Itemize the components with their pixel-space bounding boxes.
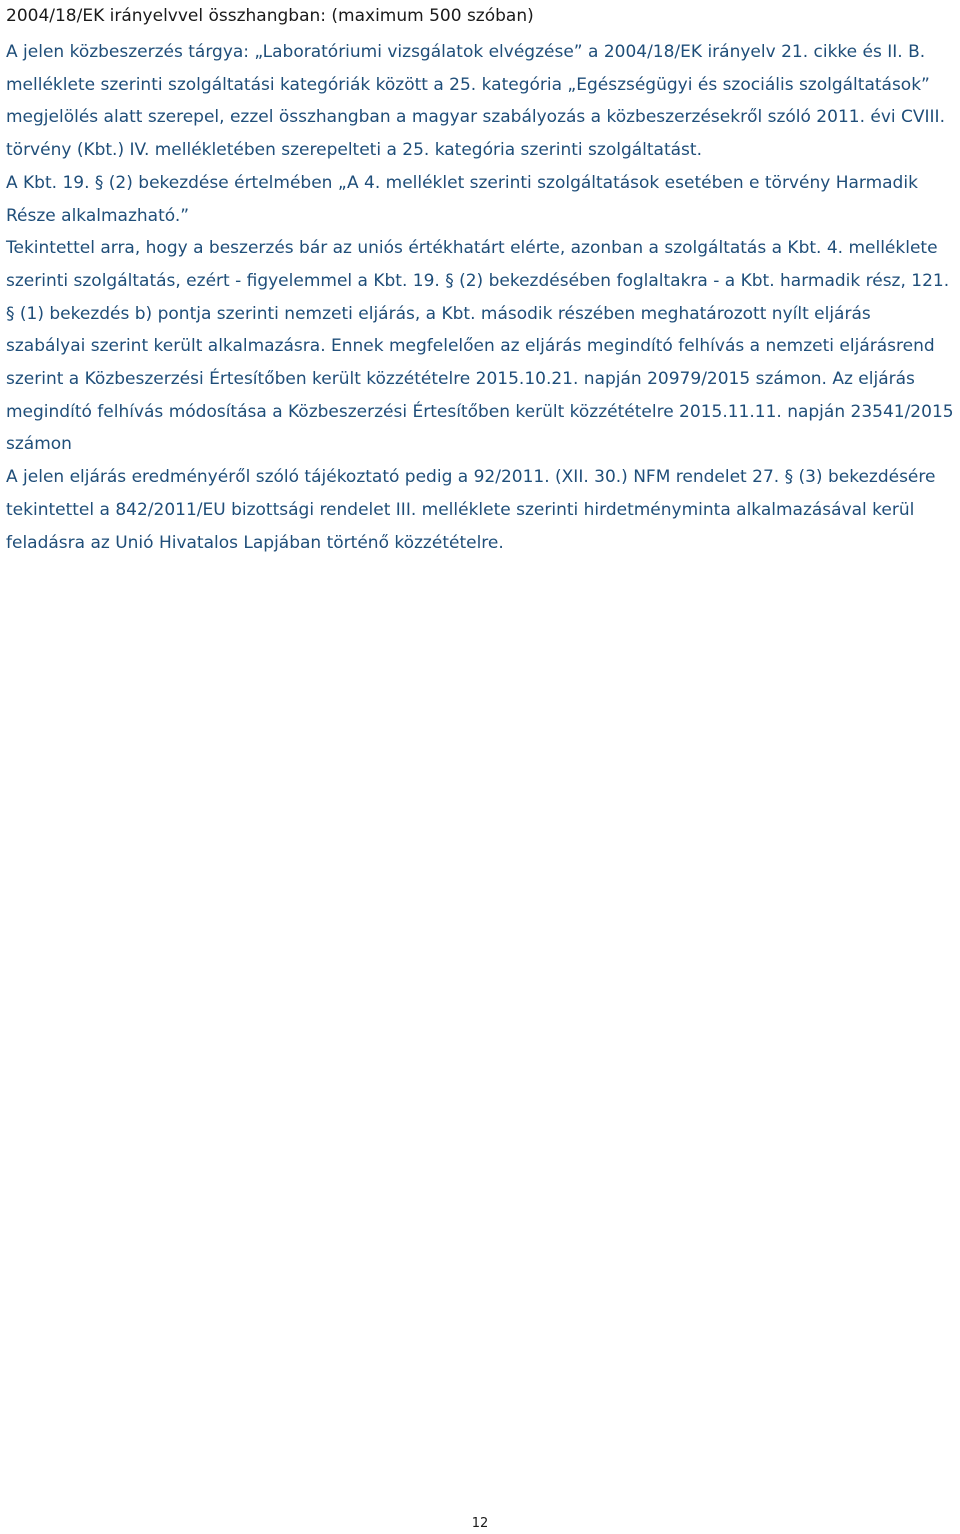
paragraph-kbt-19: A Kbt. 19. § (2) bekezdése értelmében „A 4. melléklet szerinti szolgáltatások esetében e törvény Harmadik Része alkalmazható.” — [6, 172, 918, 226]
paragraph-procedure: Tekintettel arra, hogy a beszerzés bár az uniós értékhatárt elérte, azonban a szolgáltatás a Kbt. 4. melléklete szerinti szolgáltatás, ezért - figyelemmel a Kbt. 19. § (2) bekezdésében foglaltakra - a Kbt. harmadik rész, 121. § (1) bekezdés b) pontja szerinti nemzeti eljárás, a Kbt. második részében meghatározott nyílt eljárás szabályai szerint került alkalmazásra. Ennek megfelelően az eljárás megindító felhívás a nemzeti eljárásrend szerint a Közbeszerzési Értesítőben került közzétételre 2015.10.21. napján 20979/2015 számon. Az eljárás megindító felhívás módosítása a Közbeszerzési Értesítőben került közzétételre 2015.11.11. napján 23541/2015 számon — [6, 238, 954, 455]
page-number: 12 — [471, 1516, 489, 1531]
section-heading: 2004/18/EK irányelvvel összhangban: (maximum 500 szóban) — [6, 6, 534, 26]
paragraph-subject: A jelen közbeszerzés tárgya: „Laboratóriumi vizsgálatok elvégzése” a 2004/18/EK irányelv 21. cikke és II. B. melléklete szerinti szolgáltatási kategóriák között a 25. kategória „Egészségügyi és szociális szolgáltatások” megjelölés alatt szerepel, ezzel összhangban a magyar szabályozás a közbeszerzésekről szóló 2011. évi CVIII. törvény (Kbt.) IV. mellékletében szerepelteti a 25. kategória szerinti szolgáltatást. — [6, 42, 945, 161]
document-body — [6, 4, 954, 559]
paragraph-notice: A jelen eljárás eredményéről szóló tájékoztató pedig a 92/2011. (XII. 30.) NFM rendelet 27. § (3) bekezdésére tekintettel a 842/2011/EU bizottsági rendelet III. melléklete szerinti hirdetményminta alkalmazásával kerül feladásra az Unió Hivatalos Lapjában történő közzétételre. — [6, 467, 936, 553]
